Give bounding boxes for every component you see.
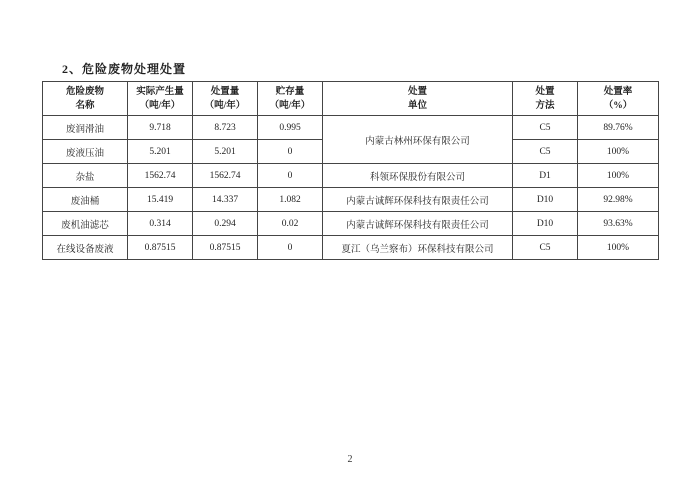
- col-header-disposed: [193, 82, 258, 116]
- cell-method: D10: [513, 188, 578, 212]
- col-header-disposal-rate-line2: （%）: [603, 100, 633, 111]
- cell-rate: 100%: [578, 236, 659, 260]
- table-header-row: [43, 82, 659, 116]
- cell-waste-name: 废油桶: [43, 188, 128, 212]
- cell-disposal-unit: 内蒙古诚辉环保科技有限责任公司: [323, 188, 513, 212]
- cell-rate: 92.98%: [578, 188, 659, 212]
- cell-rate: 93.63%: [578, 212, 659, 236]
- table-row: [43, 116, 659, 140]
- col-header-disposed-line2: （吨/年）: [204, 100, 246, 111]
- hazardous-waste-table: [42, 81, 659, 260]
- table-row: [43, 212, 659, 236]
- cell-disposed: 1562.74: [193, 164, 258, 188]
- cell-waste-name: 废润滑油: [43, 116, 128, 140]
- table-row: [43, 236, 659, 260]
- cell-waste-name: 杂盐: [43, 164, 128, 188]
- col-header-disposal-unit-line1: 处置: [407, 86, 427, 97]
- cell-disposal-unit-merged: 内蒙古林州环保有限公司: [323, 116, 513, 164]
- cell-stored: 1.082: [258, 188, 323, 212]
- cell-disposed: 8.723: [193, 116, 258, 140]
- col-header-stored-line2: （吨/年）: [269, 100, 311, 111]
- cell-stored: 0.02: [258, 212, 323, 236]
- section-title: 2、危险废物处理处置: [62, 62, 187, 76]
- cell-disposed: 0.87515: [193, 236, 258, 260]
- cell-waste-name: 在线设备废液: [43, 236, 128, 260]
- col-header-stored-line1: 贮存量: [275, 86, 305, 97]
- page-number: 2: [347, 454, 353, 465]
- col-header-stored: [258, 82, 323, 116]
- table-row: [43, 164, 659, 188]
- cell-produced: 5.201: [128, 140, 193, 164]
- col-header-waste-name-line2: 名称: [75, 100, 95, 111]
- cell-disposed: 5.201: [193, 140, 258, 164]
- col-header-disposal-rate: [578, 82, 659, 116]
- cell-method: D10: [513, 212, 578, 236]
- col-header-disposal-unit: [323, 82, 513, 116]
- cell-disposed: 0.294: [193, 212, 258, 236]
- cell-produced: 1562.74: [128, 164, 193, 188]
- col-header-produced: [128, 82, 193, 116]
- col-header-disposal-method-line2: 方法: [535, 100, 555, 111]
- col-header-disposal-method: [513, 82, 578, 116]
- col-header-disposal-rate-line1: 处置率: [603, 86, 633, 97]
- cell-method: D1: [513, 164, 578, 188]
- cell-disposal-unit: 夏江（乌兰察布）环保科技有限公司: [323, 236, 513, 260]
- cell-rate: 100%: [578, 140, 659, 164]
- cell-disposal-unit: 内蒙古诚辉环保科技有限责任公司: [323, 212, 513, 236]
- cell-rate: 100%: [578, 164, 659, 188]
- col-header-disposal-method-line1: 处置: [535, 86, 555, 97]
- cell-method: C5: [513, 236, 578, 260]
- cell-produced: 9.718: [128, 116, 193, 140]
- cell-stored: 0: [258, 164, 323, 188]
- cell-waste-name: 废机油滤芯: [43, 212, 128, 236]
- col-header-disposal-unit-line2: 单位: [407, 100, 427, 111]
- cell-waste-name: 废液压油: [43, 140, 128, 164]
- cell-stored: 0: [258, 236, 323, 260]
- cell-disposed: 14.337: [193, 188, 258, 212]
- cell-method: C5: [513, 116, 578, 140]
- cell-produced: 0.87515: [128, 236, 193, 260]
- col-header-disposed-line1: 处置量: [210, 86, 240, 97]
- cell-disposal-unit: 科领环保股份有限公司: [323, 164, 513, 188]
- col-header-waste-name: [43, 82, 128, 116]
- col-header-produced-line1: 实际产生量: [136, 86, 184, 97]
- cell-method: C5: [513, 140, 578, 164]
- col-header-produced-line2: （吨/年）: [139, 100, 181, 111]
- col-header-waste-name-line1: 危险废物: [65, 86, 104, 97]
- cell-produced: 15.419: [128, 188, 193, 212]
- cell-stored: 0.995: [258, 116, 323, 140]
- cell-stored: 0: [258, 140, 323, 164]
- table-row: [43, 188, 659, 212]
- cell-produced: 0.314: [128, 212, 193, 236]
- cell-rate: 89.76%: [578, 116, 659, 140]
